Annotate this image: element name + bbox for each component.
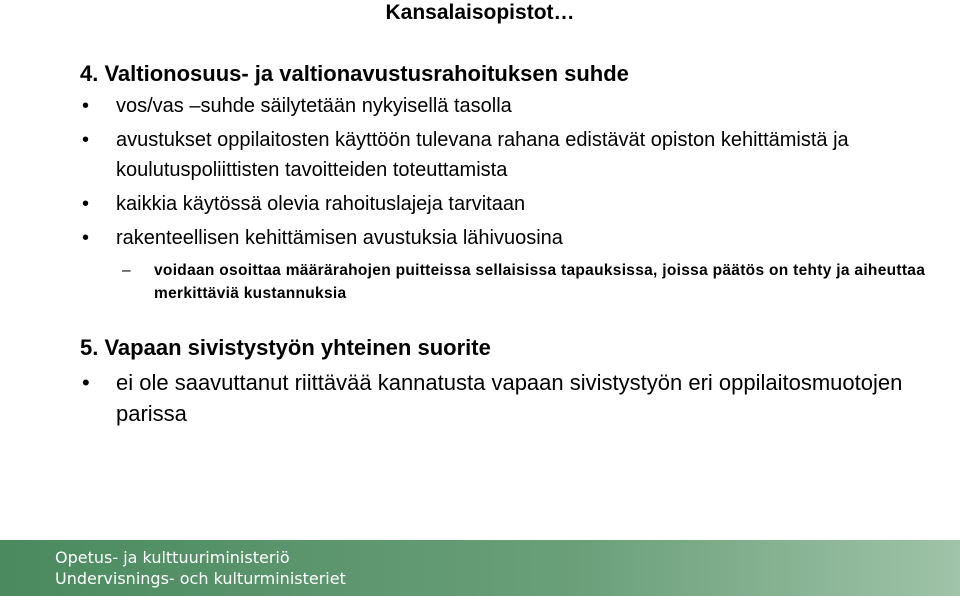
section-heading-suorite: 5. Vapaan sivistystyön yhteinen suorite: [80, 335, 491, 360]
bullet-list-suorite: [80, 367, 940, 429]
list-item: [80, 367, 940, 429]
bullet-text: avustukset oppilaitosten käyttöön tulevana rahana edistävät opiston kehittämistä ja koulutuspoliittisten tavoitteiden toteuttamista: [116, 129, 849, 181]
dash-marker: –: [122, 262, 131, 279]
slide-content: [80, 58, 940, 429]
list-item: [80, 91, 940, 121]
list-item: [80, 189, 940, 219]
bullet-text: ei ole saavuttanut riittävää kannatusta vapaan sivistystyön eri oppilaitosmuotojen parissa: [116, 370, 903, 426]
bullet-marker: •: [82, 193, 90, 215]
bullet-text: vos/vas –suhde säilytetään nykyisellä tasolla: [116, 95, 512, 117]
slide-title: Kansalaisopistot…: [385, 1, 575, 24]
bullet-marker: •: [82, 370, 90, 395]
footer-bar: [0, 540, 960, 596]
ministry-name-finnish: Opetus- ja kulttuuriministeriö: [55, 548, 290, 567]
bullet-text: rakenteellisen kehittämisen avustuksia lähivuosina: [116, 227, 563, 249]
bullet-list-valtionosuus: [80, 91, 940, 305]
bullet-text: kaikkia käytössä olevia rahoituslajeja tarvitaan: [116, 193, 526, 215]
bullet-marker: •: [82, 95, 90, 117]
sub-list-item: [80, 259, 940, 305]
list-item: [80, 125, 940, 185]
bullet-marker: •: [82, 129, 90, 151]
list-item: [80, 223, 940, 253]
section-heading-valtionosuus: 4. Valtionosuus- ja valtionavustusrahoituksen suhde: [80, 61, 629, 86]
bullet-marker: •: [82, 227, 90, 249]
ministry-name-swedish: Undervisnings- och kulturministeriet: [55, 569, 346, 588]
sub-bullet-text: voidaan osoittaa määrärahojen puitteissa sellaisissa tapauksissa, joissa päätös on tehty ja aiheuttaa merkittäviä kustannuksia: [154, 262, 926, 302]
